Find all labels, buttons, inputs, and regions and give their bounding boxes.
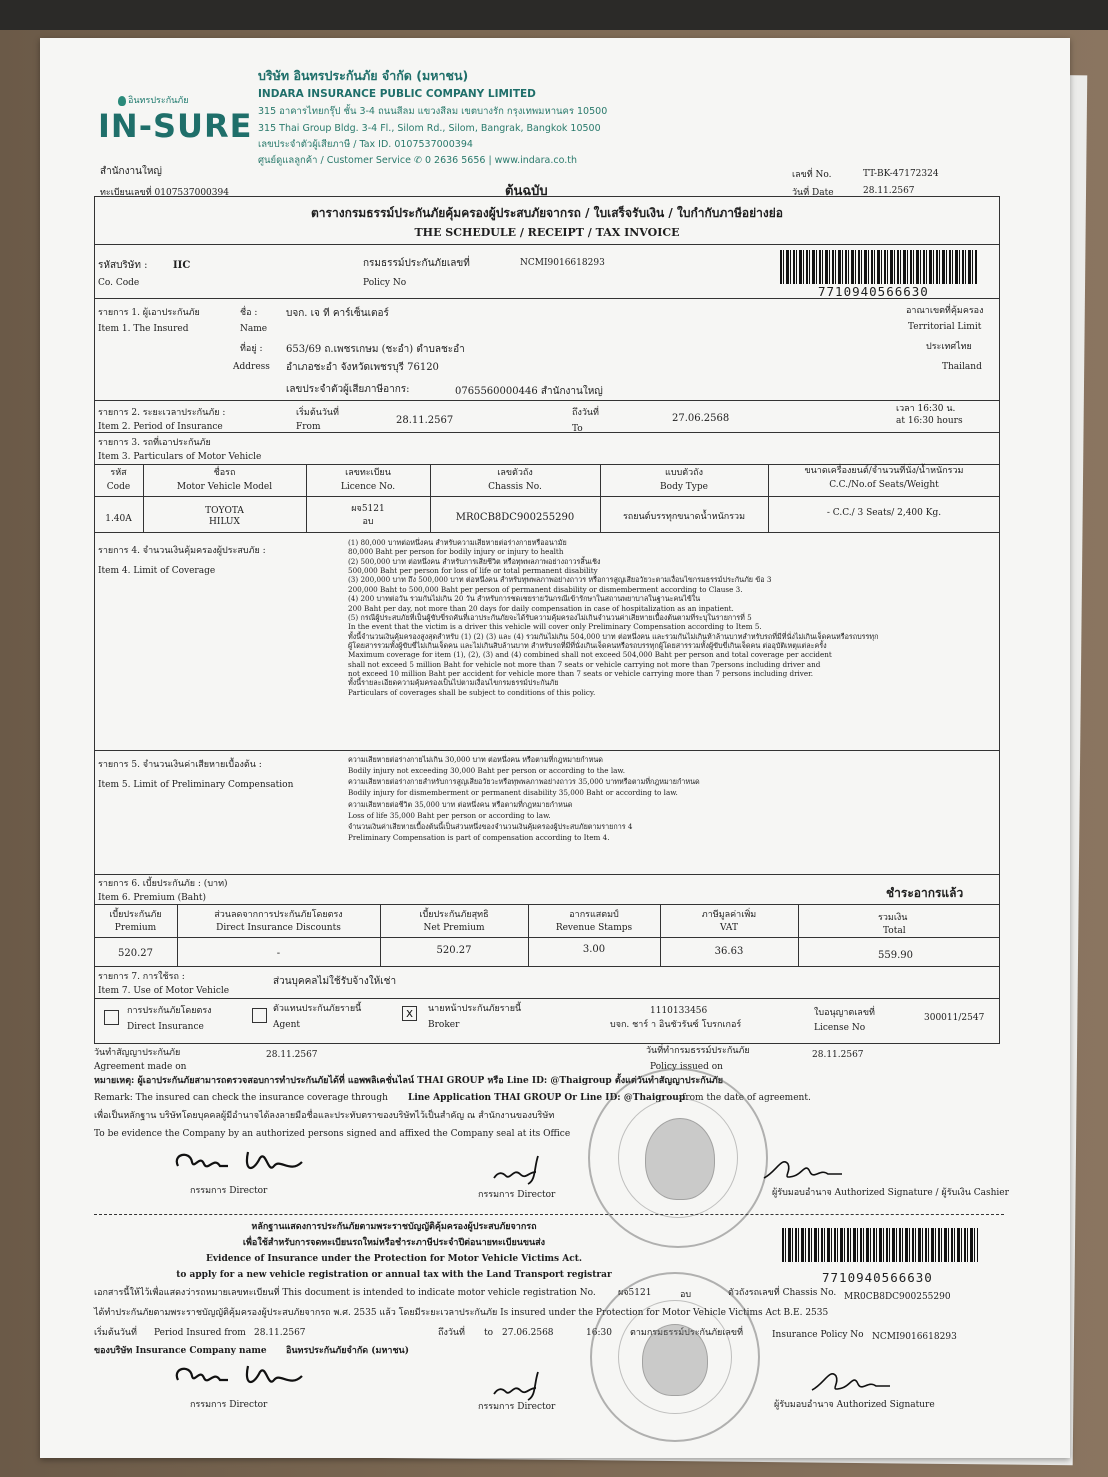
company-name-en: INDARA INSURANCE PUBLIC COMPANY LIMITED	[258, 88, 536, 100]
evidence-chassis: MR0CB8DC900255290	[844, 1292, 951, 1302]
premium-header-net-en: Net Premium	[423, 923, 485, 933]
agent-label: ตัวแทนประกันภัยรายนี้	[273, 1004, 362, 1014]
vehicle-header-licence-en: Licence No.	[340, 482, 396, 492]
premium-label: รายการ 6. เบี้ยประกันภัย : (บาท)	[98, 879, 228, 889]
policy-issued-date: 28.11.2567	[812, 1050, 864, 1060]
director2-label-2: กรรมการ Director	[478, 1402, 556, 1412]
agreement-label: วันทำสัญญาประกันภัย	[94, 1048, 181, 1058]
vehicle-body: รถยนต์บรรทุกขนาดน้ำหนักรวม	[622, 512, 746, 522]
period-from-label-en: From	[296, 422, 321, 432]
use-value: ส่วนบุคคลไม่ใช้รับจ้างให้เช่า	[273, 976, 397, 987]
direct-insurance-label-en: Direct Insurance	[127, 1022, 204, 1032]
stamps-value: 3.00	[582, 944, 606, 955]
evidence-registration: ผจ5121	[618, 1288, 652, 1298]
evidence-from-label: เริ่มต้นวันที่	[94, 1328, 137, 1338]
coverage-line: Maximum coverage for item (1), (2), (3) and (4) combined shall not exceed 504,000 Baht per person and total coverage per accident	[348, 650, 832, 660]
evidence-policy-number: NCMI9016618293	[872, 1332, 957, 1342]
coverage-line: 200 Baht per day, not more than 20 days for daily compensation in case of hospitalization as an inpatient.	[348, 603, 734, 613]
period-to: 27.06.2568	[672, 413, 730, 424]
coverage-line: 80,000 Baht per person for bodily injury or injury to health	[348, 547, 564, 557]
original-copy: ต้นฉบับ	[505, 184, 548, 199]
period-from: 28.11.2567	[396, 415, 454, 426]
vehicle-header-body-en: Body Type	[660, 482, 708, 492]
use-label: รายการ 7. การใช้รถ :	[98, 972, 185, 982]
title-th: ตารางกรมธรรม์ประกันภัยคุ้มครองผู้ประสบภัยจากรถ / ใบเสร็จรับเงิน / ใบกำกับภาษีอย่างย่อ	[311, 206, 783, 220]
policy-label-en: Policy No	[363, 278, 407, 288]
coverage-line: 500,000 Baht per person for loss of life or total permanent disability	[348, 566, 598, 576]
premium-header-discount: ส่วนลดจากการประกันภัยโดยตรง	[214, 910, 343, 920]
vehicle-header-model-en: Motor Vehicle Model	[176, 482, 273, 492]
director2-signature-2	[488, 1364, 558, 1404]
insured-item-label-en: Item 1. The Insured	[98, 324, 189, 334]
logo: IN-SURE	[98, 107, 253, 145]
company-address-en: 315 Thai Group Bldg. 3-4 Fl., Silom Rd., Silom, Bangrak, Bangkok 10500	[258, 123, 601, 134]
coverage-line: 200,000 Baht to 500,000 Baht per person of permanent disability or dismemberment according to Clause 3.	[348, 584, 743, 594]
authorized-label: ผู้รับมอบอำนาจ Authorized Signature / ผู้รับเงิน Cashier	[772, 1188, 1009, 1198]
premium-header-stamps: อากรแสตมป์	[569, 910, 619, 920]
total-value: 559.90	[878, 950, 913, 961]
evidence-from-label-en: Period Insured from	[154, 1328, 246, 1338]
territory-value: ประเทศไทย	[926, 342, 972, 352]
duty-paid: ชำระอากรแล้ว	[886, 886, 964, 900]
vehicle-licence-province: อบ	[362, 517, 374, 527]
vehicle-header-code: รหัส	[110, 468, 127, 478]
period-to-label: ถึงวันที่	[572, 408, 599, 418]
discount-value: -	[276, 948, 281, 959]
policy-issued-label: วันที่ทำกรมธรรม์ประกันภัย	[646, 1046, 750, 1056]
director-signature-2	[170, 1358, 310, 1398]
remark-en-b: Line Application THAI GROUP Or Line ID: @Thaigroup	[408, 1093, 686, 1103]
evidence-line1: เอกสารนี้ให้ไว้เพื่อแสดงว่ารถหมายเลขทะเบียนที่ This document is intended to indicate motor vehicle registration No.	[94, 1288, 596, 1298]
coverage-line: (1) 80,000 บาทต่อหนึ่งคน สำหรับความเสียหายต่อร่างกายหรืออนามัย	[348, 538, 567, 547]
company-code-value: IIC	[173, 260, 191, 271]
evidence-statement-th: เพื่อเป็นหลักฐาน บริษัทโดยบุคคลผู้มีอำนาจได้ลงลายมือชื่อและประทับตราของบริษัทไว้เป็นสำคัญ ณ สำนักงานของบริษัท	[94, 1111, 555, 1121]
territory-value-en: Thailand	[942, 362, 982, 372]
company-code-label-en: Co. Code	[98, 278, 140, 288]
vehicle-header-licence: เลขทะเบียน	[345, 468, 391, 478]
divider	[94, 464, 1000, 465]
insured-address-line1: 653/69 ถ.เพชรเกษม (ชะอำ) ตำบลชะอำ	[286, 344, 465, 355]
agreement-label-en: Agreement made on	[94, 1062, 187, 1072]
divider	[94, 244, 1000, 245]
company-address-th: 315 อาคารไทยกรุ๊ป ชั้น 3-4 ถนนสีลม แขวงสีลม เขตบางรัก กรุงเทพมหานคร 10500	[258, 106, 608, 117]
license-label: ใบอนุญาตเลขที่	[814, 1008, 875, 1018]
head-office: สำนักงานใหญ่	[100, 166, 162, 177]
coverage-line: ทั้งนี้จำนวนเงินคุ้มครองสูงสุดสำหรับ (1) (2) (3) และ (4) รวมกันไม่เกิน 504,000 บาท ต่อหนึ่งคน และรวมกันไม่เกินห้าล้านบาทสำหรับรถที่มีที่นั่งไม่เกินเจ็ดคนหรือรถบรรทุก	[348, 631, 879, 641]
broker-code: 1110133456	[650, 1006, 708, 1016]
broker-label-en: Broker	[428, 1020, 460, 1030]
agent-checkbox	[252, 1008, 267, 1023]
broker-checkbox: x	[402, 1006, 417, 1021]
insured-address-line2: อำเภอชะอำ จังหวัดเพชรบุรี 76120	[286, 362, 439, 373]
coverage-line: Particulars of coverages shall be subject to conditions of this policy.	[348, 687, 596, 697]
evidence-from: 28.11.2567	[254, 1328, 306, 1338]
vehicle-header-model: ชื่อรถ	[213, 468, 236, 478]
evidence-subtitle-th: เพื่อใช้สำหรับการจดทะเบียนรถใหม่หรือชำระภาษีประจำปีต่อนายทะเบียนขนส่ง	[242, 1238, 546, 1248]
coverage-line: (2) 500,000 บาท ต่อหนึ่งคน สำหรับการเสียชีวิต หรือทุพพลภาพอย่างถาวรสิ้นเชิง	[348, 556, 601, 566]
evidence-title-en: Evidence of Insurance under the Protection for Motor Vehicle Victims Act.	[205, 1254, 583, 1264]
vehicle-model-make: TOYOTA	[205, 506, 244, 516]
evidence-to-label-en: to	[484, 1328, 494, 1338]
barcode	[780, 250, 978, 284]
preliminary-label: รายการ 5. จำนวนเงินค่าเสียหายเบื้องต้น :	[98, 760, 262, 770]
evidence-title-th: หลักฐานแสดงการประกันภัยตามพระราชบัญญัติคุ้มครองผู้ประสบภัยจากรถ	[251, 1222, 537, 1232]
premium-header-total: รวมเงิน	[878, 913, 908, 923]
territory-label-en: Territorial Limit	[908, 322, 982, 332]
evidence-line2: ได้ทำประกันภัยตามพระราชบัญญัติคุ้มครองผู้ประสบภัยจากรถ พ.ศ. 2535 แล้ว โดยมีระยะเวลาประกันภัย Is insured under the Protection for Motor Vehicle Victims Act B.E. 2535	[94, 1308, 829, 1318]
insured-name: บจก. เจ ที คาร์เซ็นเตอร์	[286, 308, 389, 319]
director2-signature	[488, 1148, 558, 1188]
premium-header-total-en: Total	[883, 926, 906, 936]
premium-header-discount-en: Direct Insurance Discounts	[216, 923, 341, 933]
cut-line	[94, 1214, 1004, 1215]
company-code-label: รหัสบริษัท :	[98, 260, 148, 271]
vehicle-chassis: MR0CB8DC900255290	[455, 512, 575, 523]
period-time: เวลา 16:30 น.	[896, 404, 956, 414]
insured-name-label-en: Name	[240, 324, 268, 334]
divider	[94, 400, 1000, 401]
period-to-label-en: To	[572, 424, 583, 434]
policy-document	[40, 38, 1070, 1458]
use-label-en: Item 7. Use of Motor Vehicle	[98, 986, 230, 996]
broker-label: นายหน้าประกันภัยรายนี้	[428, 1004, 522, 1014]
table-edge	[0, 0, 1108, 30]
divider	[94, 966, 1000, 967]
territory-label: อาณาเขตที่คุ้มครอง	[906, 306, 984, 316]
evidence-to: 27.06.2568	[502, 1328, 554, 1338]
vehicle-label-en: Item 3. Particulars of Motor Vehicle	[98, 452, 262, 462]
vehicle-header-cc: ขนาดเครื่องยนต์/จำนวนที่นั่ง/น้ำหนักรวม	[804, 466, 964, 476]
insured-address-label: ที่อยู่ :	[240, 344, 263, 354]
divider	[94, 750, 1000, 751]
evidence-policy-label: ตามกรมธรรม์ประกันภัยเลขที่	[630, 1328, 744, 1338]
premium-value: 520.27	[118, 948, 153, 959]
remark-en-c: from the date of agreement.	[682, 1093, 811, 1103]
period-from-label: เริ่มต้นวันที่	[296, 408, 339, 418]
company-tax-id: เลขประจำตัวผู้เสียภาษี / Tax ID. 0107537000394	[258, 139, 473, 150]
vehicle-header-body: แบบตัวถัง	[665, 468, 703, 478]
agreement-date: 28.11.2567	[266, 1050, 318, 1060]
policy-issued-label-en: Policy issued on	[650, 1062, 723, 1072]
evidence-statement-en: To be evidence the Company by an authorized persons signed and affixed the Company seal at its Office	[94, 1129, 571, 1139]
coverage-line: (4) 200 บาทต่อวัน รวมกันไม่เกิน 20 วัน สำหรับการชดเชยรายวันกรณีเข้ารักษาในสถานพยาบาลในฐานะคนไข้ใน	[348, 594, 701, 604]
preliminary-details	[348, 754, 998, 843]
logo-drop-icon	[118, 96, 126, 106]
policy-label: กรมธรรม์ประกันภัยเลขที่	[363, 258, 470, 269]
vehicle-cc: - C.C./ 3 Seats/ 2,400 Kg.	[826, 508, 942, 518]
coverage-line: shall not exceed 5 million Baht for vehicle not more than 7 seats or vehicle carrying not more than 7persons including driver and	[348, 659, 821, 669]
preliminary-line: จำนวนเงินค่าเสียหายเบื้องต้นนี้เป็นส่วนหนึ่งของจำนวนเงินคุ้มครองผู้ประสบภัยตามรายการ 4	[348, 821, 633, 831]
customer-service: ศูนย์ดูแลลูกค้า / Customer Service ✆ 0 2636 5656 | www.indara.co.th	[258, 155, 578, 166]
direct-insurance-checkbox	[104, 1010, 119, 1025]
coverage-label: รายการ 4. จำนวนเงินคุ้มครองผู้ประสบภัย :	[98, 546, 266, 556]
insured-name-label: ชื่อ :	[240, 308, 258, 318]
premium-header-vat-en: VAT	[720, 923, 738, 933]
divider	[94, 998, 1000, 999]
premium-label-en: Item 6. Premium (Baht)	[98, 893, 207, 903]
preliminary-line: Bodily injury for dismemberment or permanent disability 35,000 Baht or according to law.	[348, 788, 678, 798]
director-label: กรรมการ Director	[190, 1186, 268, 1196]
coverage-line: (3) 200,000 บาท ถึง 500,000 บาท ต่อหนึ่งคน สำหรับทุพพลภาพอย่างถาวร หรือการสูญเสียอวัยวะตามเงื่อนไขกรมธรรม์ประกันภัย ข้อ 3	[348, 575, 772, 585]
insured-taxid: 0765560000446 สำนักงานใหญ่	[455, 386, 603, 397]
coverage-details	[348, 538, 998, 697]
evidence-policy-label-en: Insurance Policy No	[772, 1330, 864, 1340]
company-seal	[588, 1068, 768, 1248]
coverage-line: (5) กรณีผู้ประสบภัยที่เป็นผู้ขับขี่รถคันที่เอาประกันภัยจะได้รับความคุ้มครองไม่เกินจำนวนค่าเสียหายเบื้องต้นตามที่ระบุในรายการที่ 5	[348, 612, 752, 622]
authorized-label-2: ผู้รับมอบอำนาจ Authorized Signature	[774, 1400, 935, 1410]
net-premium-value: 520.27	[436, 945, 472, 956]
coverage-line: not exceed 10 million Baht per accident for vehicle more than 7 seats or vehicle carrying more than 7 persons including driver.	[348, 669, 814, 679]
license-number: 300011/2547	[924, 1013, 985, 1023]
evidence-province: อบ	[680, 1290, 692, 1300]
vehicle-licence: ผจ5121	[351, 504, 385, 514]
preliminary-label-en: Item 5. Limit of Preliminary Compensation	[98, 780, 294, 790]
divider	[94, 432, 1000, 433]
preliminary-line: Preliminary Compensation is part of compensation according to Item 4.	[348, 833, 610, 843]
evidence-time: 16:30	[586, 1328, 612, 1338]
coverage-line: ทั้งนี้รายละเอียดความคุ้มครองเป็นไปตามเงื่อนไขกรมธรรม์ประกันภัย	[348, 678, 559, 688]
insured-taxid-label: เลขประจำตัวผู้เสียภาษีอากร:	[286, 384, 410, 395]
agent-label-en: Agent	[273, 1020, 300, 1030]
doc-no-value: TT-BK-47172324	[863, 169, 939, 179]
vehicle-label: รายการ 3. รถที่เอาประกันภัย	[98, 438, 211, 448]
authorized-signature-2	[806, 1362, 896, 1398]
vat-value: 36.63	[714, 946, 744, 957]
doc-date-value: 28.11.2567	[863, 186, 915, 196]
preliminary-line: Loss of life 35,000 Baht per person or according to law.	[348, 810, 551, 820]
registration-number: ทะเบียนเลขที่ 0107537000394	[100, 188, 229, 198]
remark-th: หมายเหตุ: ผู้เอาประกันภัยสามารถตรวจสอบการทำประกันภัยได้ที่ แอพพลิเคชั่นไลน์ THAI GROUP หรือ Line ID: @Thaigroup ตั้งแต่วันทำสัญญาประกันภัย	[94, 1076, 724, 1086]
vehicle-header-chassis: เลขตัวถัง	[497, 468, 533, 478]
doc-date-label: วันที่ Date	[792, 188, 834, 198]
divider	[94, 532, 1000, 533]
premium-header-premium: เบี้ยประกันภัย	[109, 910, 162, 920]
company-seal-2	[590, 1272, 760, 1442]
policy-number: NCMI9016618293	[520, 258, 605, 268]
coverage-line: In the event that the victim is a driver this vehicle will cover only Preliminary Compensation according to Item 5.	[348, 622, 762, 632]
remark-en-a: Remark: The insured can check the insurance coverage through	[94, 1093, 388, 1103]
logo-caption: อินทรประกันภัย	[128, 96, 189, 106]
period-label: รายการ 2. ระยะเวลาประกันภัย :	[98, 408, 226, 418]
company-name-th: บริษัท อินทรประกันภัย จำกัด (มหาชน)	[258, 68, 469, 83]
divider	[94, 298, 1000, 299]
premium-header-vat: ภาษีมูลค่าเพิ่ม	[701, 910, 757, 920]
divider	[94, 496, 1000, 497]
vehicle-header-cc-en: C.C./No.of Seats/Weight	[829, 480, 939, 490]
divider	[798, 904, 799, 966]
direct-insurance-label: การประกันภัยโดยตรง	[127, 1006, 212, 1016]
divider	[94, 874, 1000, 875]
divider	[94, 937, 1000, 938]
evidence-company: อินทรประกันภัยจำกัด (มหาชน)	[286, 1346, 409, 1356]
vehicle-header-chassis-en: Chassis No.	[488, 482, 542, 492]
coverage-line: ผู้โดยสารรวมทั้งผู้ขับขี่ไม่เกินเจ็ดคน และไม่เกินสิบล้านบาท สำหรับรถที่มีที่นั่งเกินเจ็ดคนหรือรถบรรทุกผู้โดยสารรวมทั้งผู้ขับขี่เกินเจ็ดคน ต่ออุบัติเหตุแต่ละครั้ง	[348, 640, 827, 650]
vehicle-code: 1.40A	[105, 514, 132, 524]
divider	[94, 904, 1000, 905]
period-label-en: Item 2. Period of Insurance	[98, 422, 223, 432]
preliminary-line: ความเสียหายต่อร่างกายสำหรับการสูญเสียอวัยวะหรือทุพพลภาพอย่างถาวร 35,000 บาทหรือตามที่กฎหมายกำหนด	[348, 777, 700, 787]
period-time-en: at 16:30 hours	[896, 416, 963, 426]
premium-header-stamps-en: Revenue Stamps	[555, 923, 633, 933]
authorized-signature	[758, 1150, 848, 1186]
barcode-number: 7710940566630	[818, 284, 929, 299]
director2-label: กรรมการ Director	[478, 1190, 556, 1200]
premium-header-net: เบี้ยประกันภัยสุทธิ	[419, 910, 489, 920]
evidence-barcode-number: 7710940566630	[822, 1270, 933, 1285]
vehicle-header-code-en: Code	[106, 482, 131, 492]
evidence-subtitle-en: to apply for a new vehicle registration or annual tax with the Land Transport registrar	[176, 1270, 612, 1280]
evidence-to-label: ถึงวันที่	[438, 1328, 465, 1338]
broker-name: บจก. ชาร์ า อินชัวรันซ์ โบรกเกอร์	[610, 1020, 742, 1030]
vehicle-model-name: HILUX	[209, 517, 240, 527]
evidence-company-label: ของบริษัท Insurance Company name	[94, 1346, 267, 1356]
director-signature	[170, 1144, 310, 1184]
title-en: THE SCHEDULE / RECEIPT / TAX INVOICE	[414, 226, 680, 239]
insured-address-label-en: Address	[233, 362, 270, 372]
preliminary-line: ความเสียหายต่อชีวิต 35,000 บาท ต่อหนึ่งคน หรือตามที่กฎหมายกำหนด	[348, 799, 573, 809]
director-label-2: กรรมการ Director	[190, 1400, 268, 1410]
evidence-chassis-label: ตัวถังรถเลขที่ Chassis No.	[728, 1288, 837, 1298]
doc-no-label: เลขที่ No.	[792, 170, 832, 180]
preliminary-line: ความเสียหายต่อร่างกายไม่เกิน 30,000 บาท ต่อหนึ่งคน หรือตามที่กฎหมายกำหนด	[348, 755, 603, 764]
preliminary-line: Bodily injury not exceeding 30,000 Baht per person or according to the law.	[348, 766, 625, 776]
evidence-barcode	[782, 1228, 978, 1262]
premium-header-premium-en: Premium	[114, 923, 157, 933]
insured-item-label: รายการ 1. ผู้เอาประกันภัย	[98, 308, 200, 318]
coverage-label-en: Item 4. Limit of Coverage	[98, 566, 216, 576]
license-label-en: License No	[814, 1023, 866, 1033]
